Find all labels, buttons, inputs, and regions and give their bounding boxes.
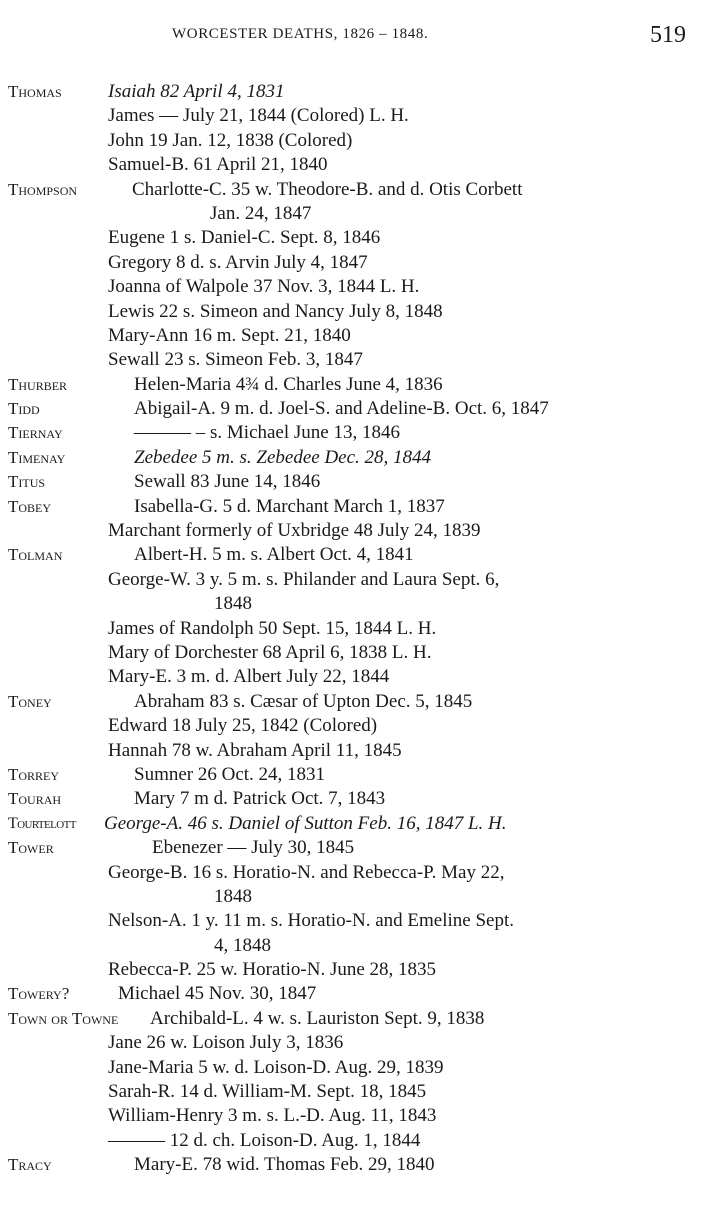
list-item: [0, 885, 712, 909]
running-head: WORCESTER DEATHS, 1826 – 1848.: [172, 26, 429, 42]
list-item: [0, 80, 712, 104]
record-text: Rebecca-P. 25 w. Horatio-N. June 28, 1835: [108, 959, 437, 981]
list-item: [0, 861, 712, 885]
surname-heading: Tolman: [8, 545, 63, 565]
surname-heading: Torrey: [8, 764, 60, 784]
list-item: [0, 690, 712, 714]
list-item: [0, 421, 712, 445]
page-header: [0, 22, 712, 52]
record-text: George-B. 16 s. Horatio-N. and Rebecca-P. May 22,: [108, 861, 505, 883]
list-item: [0, 836, 712, 860]
list-item: [0, 739, 712, 763]
list-item: [0, 958, 712, 982]
record-text: Hannah 78 w. Abraham April 11, 1845: [108, 739, 402, 761]
list-item: [0, 592, 712, 616]
list-item: [0, 202, 712, 226]
surname-heading: Tracy: [8, 1155, 52, 1175]
list-item: [0, 470, 712, 494]
record-text: Helen-Maria 4¾ d. Charles June 4, 1836: [134, 373, 443, 395]
record-text: William-Henry 3 m. s. L.-D. Aug. 11, 1843: [108, 1105, 437, 1127]
record-text: James — July 21, 1844 (Colored) L. H.: [108, 105, 409, 127]
record-text: Charlotte-C. 35 w. Theodore-B. and d. Otis Corbett: [132, 178, 523, 200]
list-item: [0, 1129, 712, 1153]
surname-heading: Timenay: [8, 447, 66, 467]
record-text: Sewall 83 June 14, 1846: [134, 471, 321, 493]
surname-heading: Tourah: [8, 789, 62, 809]
record-text: Abraham 83 s. Cæsar of Upton Dec. 5, 1845: [134, 690, 473, 712]
surname-heading: Town or Towne: [8, 1008, 119, 1028]
list-item: [0, 153, 712, 177]
list-item: [0, 178, 712, 202]
list-item: [0, 373, 712, 397]
list-item: [0, 812, 712, 836]
record-text: Nelson-A. 1 y. 11 m. s. Horatio-N. and Emeline Sept.: [108, 910, 514, 932]
surname-heading: Tiernay: [8, 423, 63, 443]
surname-heading: Thompson: [8, 179, 78, 199]
record-text: Mary-Ann 16 m. Sept. 21, 1840: [108, 324, 351, 346]
list-item: [0, 641, 712, 665]
record-text: Archibald-L. 4 w. s. Lauriston Sept. 9, 1838: [150, 1007, 485, 1029]
surname-heading: Towery?: [8, 984, 70, 1004]
list-item: [0, 129, 712, 153]
surname-heading: Toney: [8, 691, 52, 711]
record-text: Mary-E. 3 m. d. Albert July 22, 1844: [108, 666, 390, 688]
record-text: Michael 45 Nov. 30, 1847: [118, 983, 317, 1005]
surname-heading: Tobey: [8, 496, 52, 516]
record-text: Gregory 8 d. s. Arvin July 4, 1847: [108, 251, 368, 273]
record-text: Albert-H. 5 m. s. Albert Oct. 4, 1841: [134, 544, 414, 566]
record-text: Eugene 1 s. Daniel-C. Sept. 8, 1846: [108, 227, 381, 249]
surname-heading: Thomas: [8, 82, 62, 101]
list-item: [0, 1104, 712, 1128]
record-text: 4, 1848: [214, 934, 271, 956]
record-text: Sumner 26 Oct. 24, 1831: [134, 763, 326, 785]
list-item: [0, 104, 712, 128]
list-item: [0, 787, 712, 811]
list-item: [0, 1007, 712, 1031]
death-records-list: [0, 80, 712, 1178]
record-text: Jane-Maria 5 w. d. Loison-D. Aug. 29, 1839: [108, 1056, 444, 1078]
record-text: Marchant formerly of Uxbridge 48 July 24, 1839: [108, 520, 481, 542]
list-item: [0, 495, 712, 519]
record-text: Samuel-B. 61 April 21, 1840: [108, 154, 328, 176]
record-text: Mary-E. 78 wid. Thomas Feb. 29, 1840: [134, 1154, 435, 1176]
list-item: [0, 714, 712, 738]
record-text: James of Randolph 50 Sept. 15, 1844 L. H.: [108, 617, 437, 639]
record-text: George-A. 46 s. Daniel of Sutton Feb. 16, 1847 L. H.: [104, 812, 507, 834]
record-text: John 19 Jan. 12, 1838 (Colored): [108, 129, 353, 151]
record-text: Edward 18 July 25, 1842 (Colored): [108, 715, 378, 737]
list-item: [0, 226, 712, 250]
record-text: ——— – s. Michael June 13, 1846: [134, 422, 400, 444]
record-text: Lewis 22 s. Simeon and Nancy July 8, 1848: [108, 300, 443, 322]
list-item: [0, 1056, 712, 1080]
record-text: Abigail-A. 9 m. d. Joel-S. and Adeline-B. Oct. 6, 1847: [134, 398, 549, 420]
list-item: [0, 568, 712, 592]
list-item: [0, 324, 712, 348]
list-item: [0, 1153, 712, 1177]
list-item: [0, 763, 712, 787]
list-item: [0, 1031, 712, 1055]
record-text: Zebedee 5 m. s. Zebedee Dec. 28, 1844: [134, 446, 432, 468]
surname-heading: Tidd: [8, 399, 40, 419]
list-item: [0, 665, 712, 689]
list-item: [0, 543, 712, 567]
list-item: [0, 617, 712, 641]
record-text: Sarah-R. 14 d. William-M. Sept. 18, 1845: [108, 1081, 427, 1103]
list-item: [0, 519, 712, 543]
record-text: 1848: [214, 885, 252, 907]
surname-heading: Tower: [8, 838, 54, 858]
record-text: Isaiah 82 April 4, 1831: [108, 81, 285, 102]
record-text: Jan. 24, 1847: [210, 202, 312, 224]
record-text: Mary of Dorchester 68 April 6, 1838 L. H.: [108, 641, 432, 663]
list-item: [0, 397, 712, 421]
record-text: Sewall 23 s. Simeon Feb. 3, 1847: [108, 349, 363, 371]
record-text: Mary 7 m d. Patrick Oct. 7, 1843: [134, 788, 386, 810]
record-text: Joanna of Walpole 37 Nov. 3, 1844 L. H.: [108, 276, 420, 298]
record-text: Isabella-G. 5 d. Marchant March 1, 1837: [134, 495, 445, 517]
list-item: [0, 300, 712, 324]
record-text: Jane 26 w. Loison July 3, 1836: [108, 1032, 344, 1054]
record-text: 1848: [214, 593, 252, 615]
list-item: [0, 348, 712, 372]
list-item: [0, 446, 712, 470]
record-text: Ebenezer — July 30, 1845: [152, 837, 355, 859]
surname-heading: Tourtelott: [8, 814, 76, 832]
list-item: [0, 251, 712, 275]
list-item: [0, 934, 712, 958]
page-number: 519: [650, 22, 686, 48]
surname-heading: Titus: [8, 472, 46, 492]
record-text: George-W. 3 y. 5 m. s. Philander and Laura Sept. 6,: [108, 568, 500, 590]
list-item: [0, 909, 712, 933]
surname-heading: Thurber: [8, 374, 68, 394]
list-item: [0, 1080, 712, 1104]
record-text: ——— 12 d. ch. Loison-D. Aug. 1, 1844: [108, 1129, 421, 1151]
list-item: [0, 275, 712, 299]
list-item: [0, 982, 712, 1006]
